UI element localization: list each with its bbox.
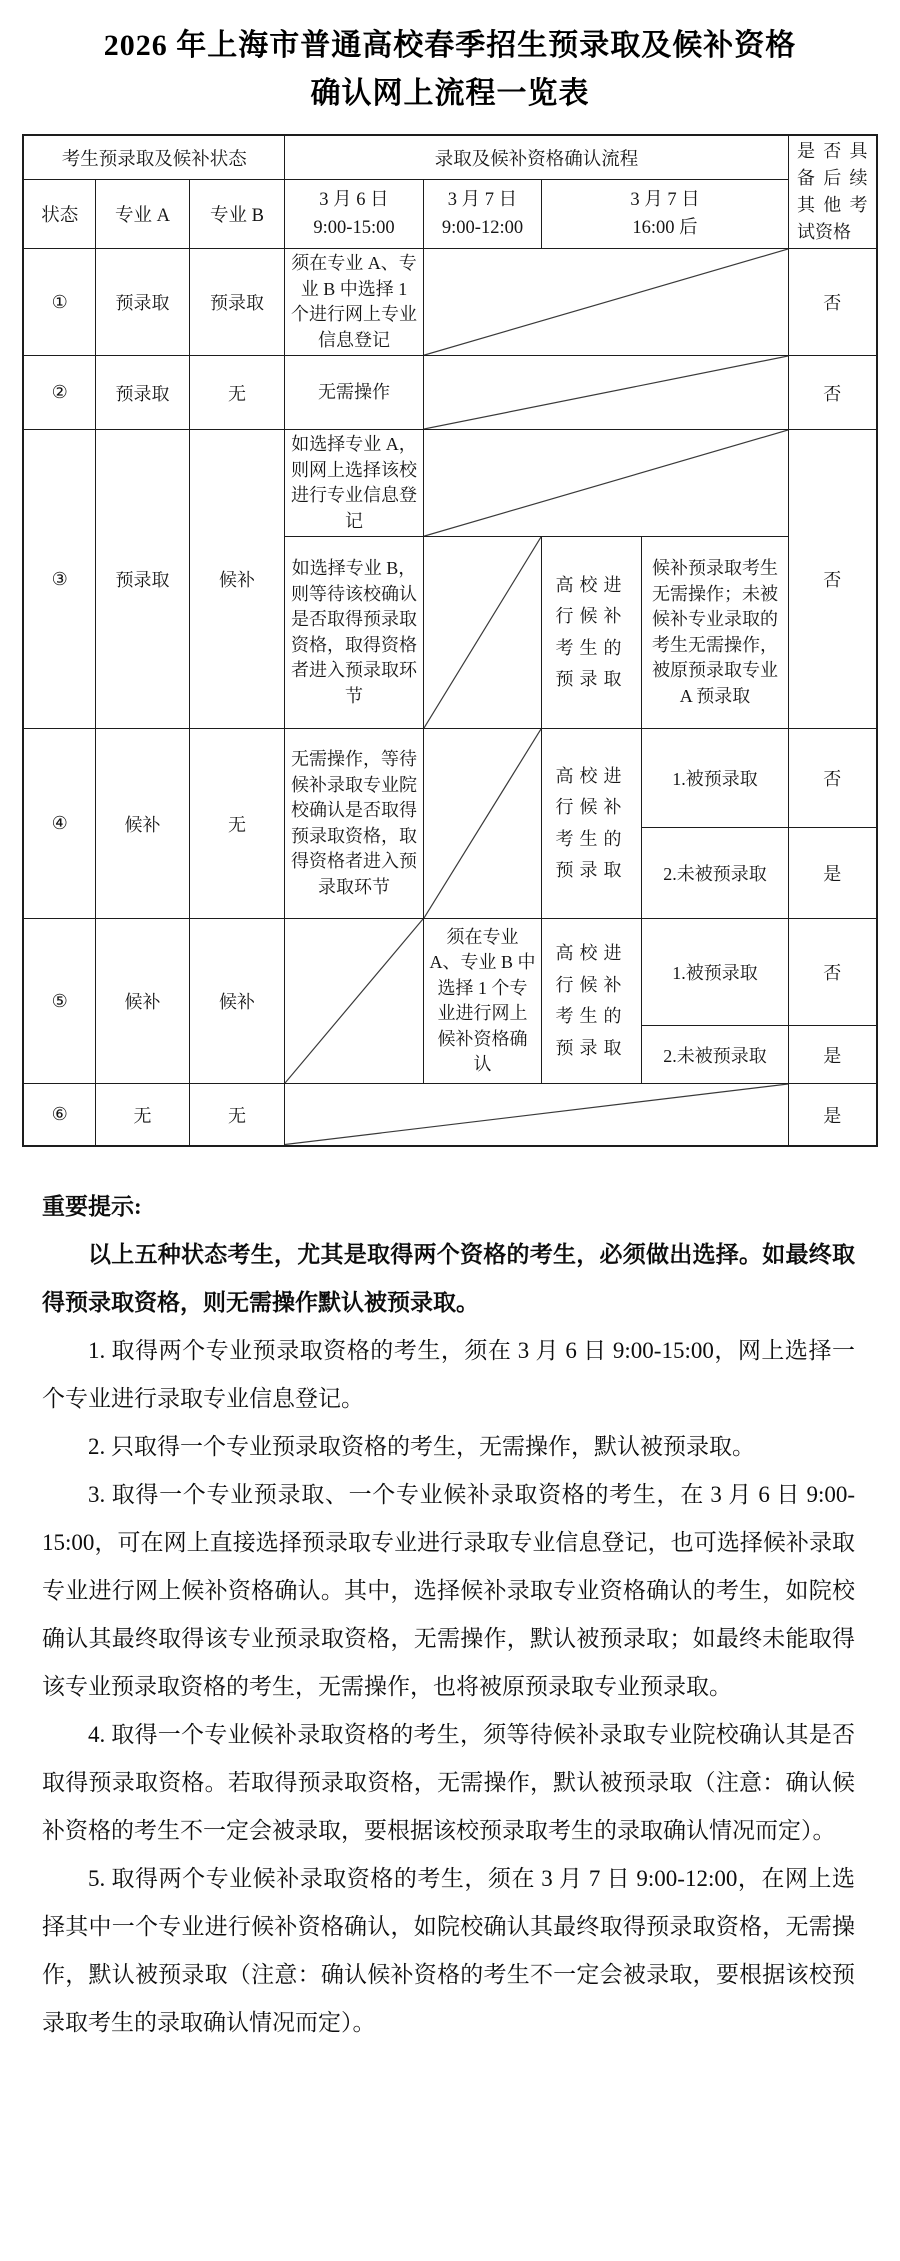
- row4-mar6-action: 无需操作，等待候补录取专业院校确认是否取得预录取资格，取得资格者进入预录取环节: [285, 729, 424, 919]
- diagonal-line: [424, 537, 541, 728]
- header-date-mar7-am: [424, 180, 542, 249]
- row6-status-number: ⑥: [23, 1084, 95, 1146]
- notes-heading: 重要提示:: [42, 1193, 142, 1219]
- row1-followup: 否: [789, 249, 877, 356]
- row3-college-preadmit-waitlist: 高校进行候补考生的预录取: [542, 537, 642, 729]
- note-item-5: 5. 取得两个专业候补录取资格的考生，须在 3 月 7 日 9:00-12:00，在网上选择其中一个专业进行候补资格确认，如院校确认其最终取得预录取资格，无需操作，默认被预录取（注意：确认候补资格的考生不一定会被录取，要根据该校预录取考生的录取确认情况而定）。: [42, 1865, 855, 2035]
- row2-major-a: 预录取: [95, 356, 189, 430]
- row3-major-b: 候补: [189, 430, 284, 729]
- note-item-2: 2. 只取得一个专业预录取资格的考生，无需操作，默认被预录取。: [88, 1433, 755, 1459]
- row3-mar6-action-choose-b: 如选择专业 B，则等待该校确认是否取得预录取资格，取得资格者进入预录取环节: [285, 537, 424, 729]
- empty-cell-diagonal: [424, 430, 789, 537]
- row4-major-a: 候补: [95, 729, 189, 919]
- header-status-group: 考生预录取及候补状态: [23, 135, 284, 180]
- row4-case2-not-preadmitted: 2.未被预录取: [642, 828, 789, 919]
- header-date-mar7-pm-date: 3 月 7 日: [630, 189, 700, 210]
- diagonal-line: [424, 430, 788, 536]
- row5-case1-followup: 否: [789, 919, 877, 1026]
- notes-lead: 以上五种状态考生，尤其是取得两个资格的考生，必须做出选择。如最终取得预录取资格，则无需操作默认被预录取。: [42, 1241, 855, 1315]
- diagonal-line: [424, 356, 788, 429]
- header-process-group: 录取及候补资格确认流程: [285, 135, 789, 180]
- row6-major-b: 无: [189, 1084, 284, 1146]
- row5-status-number: ⑤: [23, 919, 95, 1084]
- header-date-mar7-pm: [542, 180, 789, 249]
- row5-case2-not-preadmitted: 2.未被预录取: [642, 1026, 789, 1084]
- row3-mar6-action-choose-a: 如选择专业 A，则网上选择该校进行专业信息登记: [285, 430, 424, 537]
- row6-followup: 是: [789, 1084, 877, 1146]
- note-item-3: 3. 取得一个专业预录取、一个专业候补录取资格的考生，在 3 月 6 日 9:00-15:00，可在网上直接选择预录取专业进行录取专业信息登记，也可选择候补录取专业进行网上候补资格确认。其中，选择候补录取专业资格确认的考生，如院校确认其最终取得该专业预录取资格，无需操作，默认被预录取；如最终未能取得该专业预录取资格的考生，无需操作，也将被原预录取专业预录取。: [42, 1481, 855, 1699]
- row5-case2-followup: 是: [789, 1026, 877, 1084]
- header-row-2: [23, 180, 876, 249]
- header-date-mar6: [285, 180, 424, 249]
- empty-cell-diagonal: [424, 729, 542, 919]
- page-title-line1: 2026 年上海市普通高校春季招生预录取及候补资格: [103, 29, 797, 62]
- table-row-2: [23, 356, 876, 430]
- process-table: [22, 134, 877, 1147]
- row5-college-preadmit-waitlist: 高校进行候补考生的预录取: [542, 919, 642, 1084]
- row6-major-a: 无: [95, 1084, 189, 1146]
- row3-major-a: 预录取: [95, 430, 189, 729]
- table-row-1: [23, 249, 876, 356]
- row5-case1-preadmitted: 1.被预录取: [642, 919, 789, 1026]
- row1-mar6-action: 须在专业 A、专业 B 中选择 1 个进行网上专业信息登记: [285, 249, 424, 356]
- table-row-6: [23, 1084, 876, 1146]
- row5-major-b: 候补: [189, 919, 284, 1084]
- table-row-5a: [23, 919, 876, 1026]
- diagonal-line: [285, 919, 423, 1083]
- row2-followup: 否: [789, 356, 877, 430]
- row4-status-number: ④: [23, 729, 95, 919]
- row4-major-b: 无: [189, 729, 284, 919]
- important-notes: [42, 1183, 855, 2047]
- empty-cell-diagonal: [424, 356, 789, 430]
- row4-case1-preadmitted: 1.被预录取: [642, 729, 789, 828]
- empty-cell-diagonal: [285, 1084, 789, 1146]
- row1-major-a: 预录取: [95, 249, 189, 356]
- table-row-3a: [23, 430, 876, 537]
- table-row-4a: [23, 729, 876, 828]
- row1-major-b: 预录取: [189, 249, 284, 356]
- page-title: [0, 22, 900, 118]
- row3-status-number: ③: [23, 430, 95, 729]
- header-major-b: 专业 B: [189, 180, 284, 249]
- header-date-mar6-time: 9:00-15:00: [313, 218, 395, 239]
- header-date-mar7-pm-time: 16:00 后: [632, 218, 698, 239]
- row3-mar7pm-result: 候补预录取考生无需操作；未被候补专业录取的考生无需操作，被原预录取专业 A 预录取: [642, 537, 789, 729]
- row4-case1-followup: 否: [789, 729, 877, 828]
- note-item-4: 4. 取得一个专业候补录取资格的考生，须等待候补录取专业院校确认其是否取得预录取资格。若取得预录取资格，无需操作，默认被预录取（注意：确认候补资格的考生不一定会被录取，要根据该校预录取考生的录取确认情况而定）。: [42, 1721, 855, 1843]
- header-followup-qualification: 是否具备后续其他考试资格: [789, 135, 877, 249]
- empty-cell-diagonal: [424, 249, 789, 356]
- header-date-mar7-am-time: 9:00-12:00: [441, 218, 524, 239]
- header-date-mar6-date: 3 月 6 日: [319, 189, 389, 210]
- empty-cell-diagonal: [285, 919, 424, 1084]
- page-title-line2: 确认网上流程一览表: [310, 77, 590, 110]
- row2-major-b: 无: [189, 356, 284, 430]
- row3-followup: 否: [789, 430, 877, 729]
- header-status: 状态: [23, 180, 95, 249]
- header-major-a: 专业 A: [95, 180, 189, 249]
- row4-college-preadmit-waitlist: 高校进行候补考生的预录取: [542, 729, 642, 919]
- row4-case2-followup: 是: [789, 828, 877, 919]
- diagonal-line: [424, 729, 541, 918]
- empty-cell-diagonal: [424, 537, 542, 729]
- row2-mar6-action: 无需操作: [285, 356, 424, 430]
- row2-status-number: ②: [23, 356, 95, 430]
- header-row-1: [23, 135, 876, 180]
- diagonal-line: [285, 1084, 788, 1145]
- diagonal-line: [424, 249, 788, 355]
- row1-status-number: ①: [23, 249, 95, 356]
- note-item-1: 1. 取得两个专业预录取资格的考生，须在 3 月 6 日 9:00-15:00，网上选择一个专业进行录取专业信息登记。: [42, 1337, 855, 1411]
- row5-mar7am-action: 须在专业 A、专业 B 中选择 1 个专业进行网上候补资格确认: [424, 919, 542, 1084]
- header-date-mar7-am-date: 3 月 7 日: [447, 189, 518, 210]
- row5-major-a: 候补: [95, 919, 189, 1084]
